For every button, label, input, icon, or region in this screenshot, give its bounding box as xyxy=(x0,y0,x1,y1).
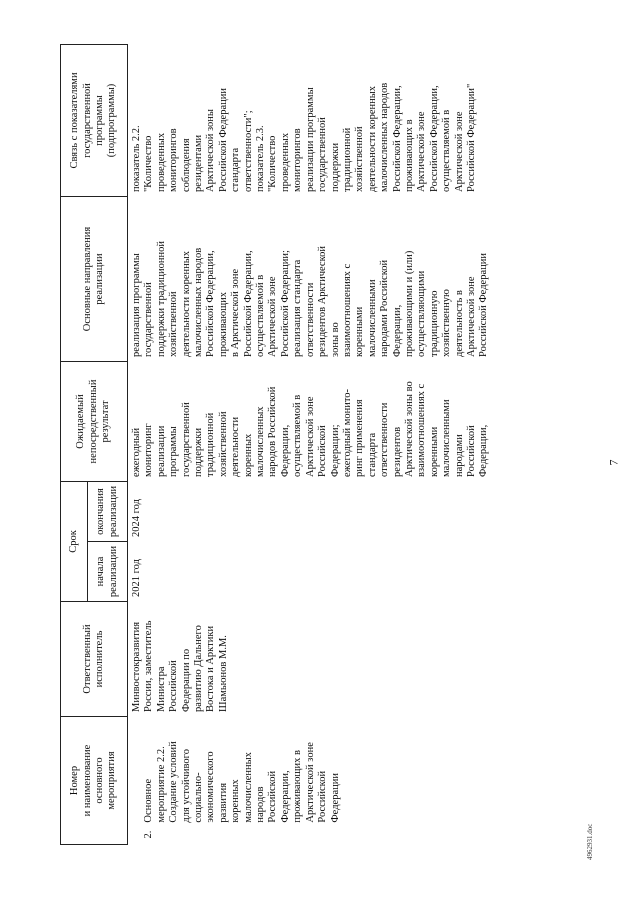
end-year-cell: 2024 год xyxy=(131,499,142,537)
page-number: 7 xyxy=(606,459,621,466)
row-number: 2. xyxy=(143,830,155,839)
measure-cell xyxy=(128,717,494,845)
header-responsible: Ответственный исполнитель xyxy=(61,602,128,717)
measure-name: Основное мероприятие 2.2. Создание условий для устойчивого социально- экономического развития коренных малочисленных народов Российской Федерации, проживающих в Арктической зоне Российской Федерации xyxy=(143,741,341,823)
header-directions: Основные направления реализации xyxy=(61,196,128,361)
directions-cell: реализация программы государственной поддержки традиционной хозяйственной деятельности коренных малочисленных народов Российской Федерации, проживающих в Арктической зоне Российской Федерации, осуществляемой в Арктической зоне Российской Федерации; реализация стандарта ответственности резидентов Арктической зоны во взаимоотношениях с коренными малочисленными народами Российской Федерации, проживающими и (или) осуществляющими традиционную хозяйственную деятельность в Арктической зоне Российской Федерации xyxy=(131,241,490,357)
start-year-cell: 2021 год xyxy=(131,559,142,597)
link-indicators-cell: показатель 2.2. "Количество проведенных мониторингов соблюдения резидентами Арктической зоны Российской Федерации стандарта ответственности"; показатель 2.3. "Количество проведенных мониторингов реализации программы государственной поддержки традиционной хозяйственной деятельности коренных малочисленных народов Российской Федерации, проживающих в Арктической зоне Российской Федерации, осуществляемой в Арктической зоне Российской Федерации" xyxy=(131,82,477,192)
responsible-cell: Минвостокразвития России, заместитель Министра Российской Федерации по развитию Дальнего Востока и Арктики Шамьюнов М.М. xyxy=(131,620,229,712)
footer-document-code: 4962931.doc xyxy=(586,823,594,860)
header-link-indicators: Связь с показателями государственной программы (подпрограммы) xyxy=(61,44,128,196)
header-expected-result: Ожидаемый непосредственный результат xyxy=(61,361,128,481)
header-term-end: окончания реализации xyxy=(88,481,128,541)
expected-result-cell: ежегодный мониторинг реализации программы государственной поддержки традиционной хозяйственной деятельности коренных малочисленных народов Российской Федерации, осуществляемой в Арктической зоне Российской Федерации; ежегодный монито- ринг применения стандарта ответственности резидентов Арктической зоны во взаимоотношениях с коренными малочисленными народами Российской Федерации, xyxy=(131,381,490,477)
table-row xyxy=(128,44,494,844)
header-number-name: Номер и наименование основного мероприятия xyxy=(61,717,128,845)
header-term-start: начала реализации xyxy=(88,542,128,602)
rotated-table-container xyxy=(60,45,540,845)
program-measures-table xyxy=(60,44,494,845)
header-term: Срок xyxy=(61,481,88,601)
